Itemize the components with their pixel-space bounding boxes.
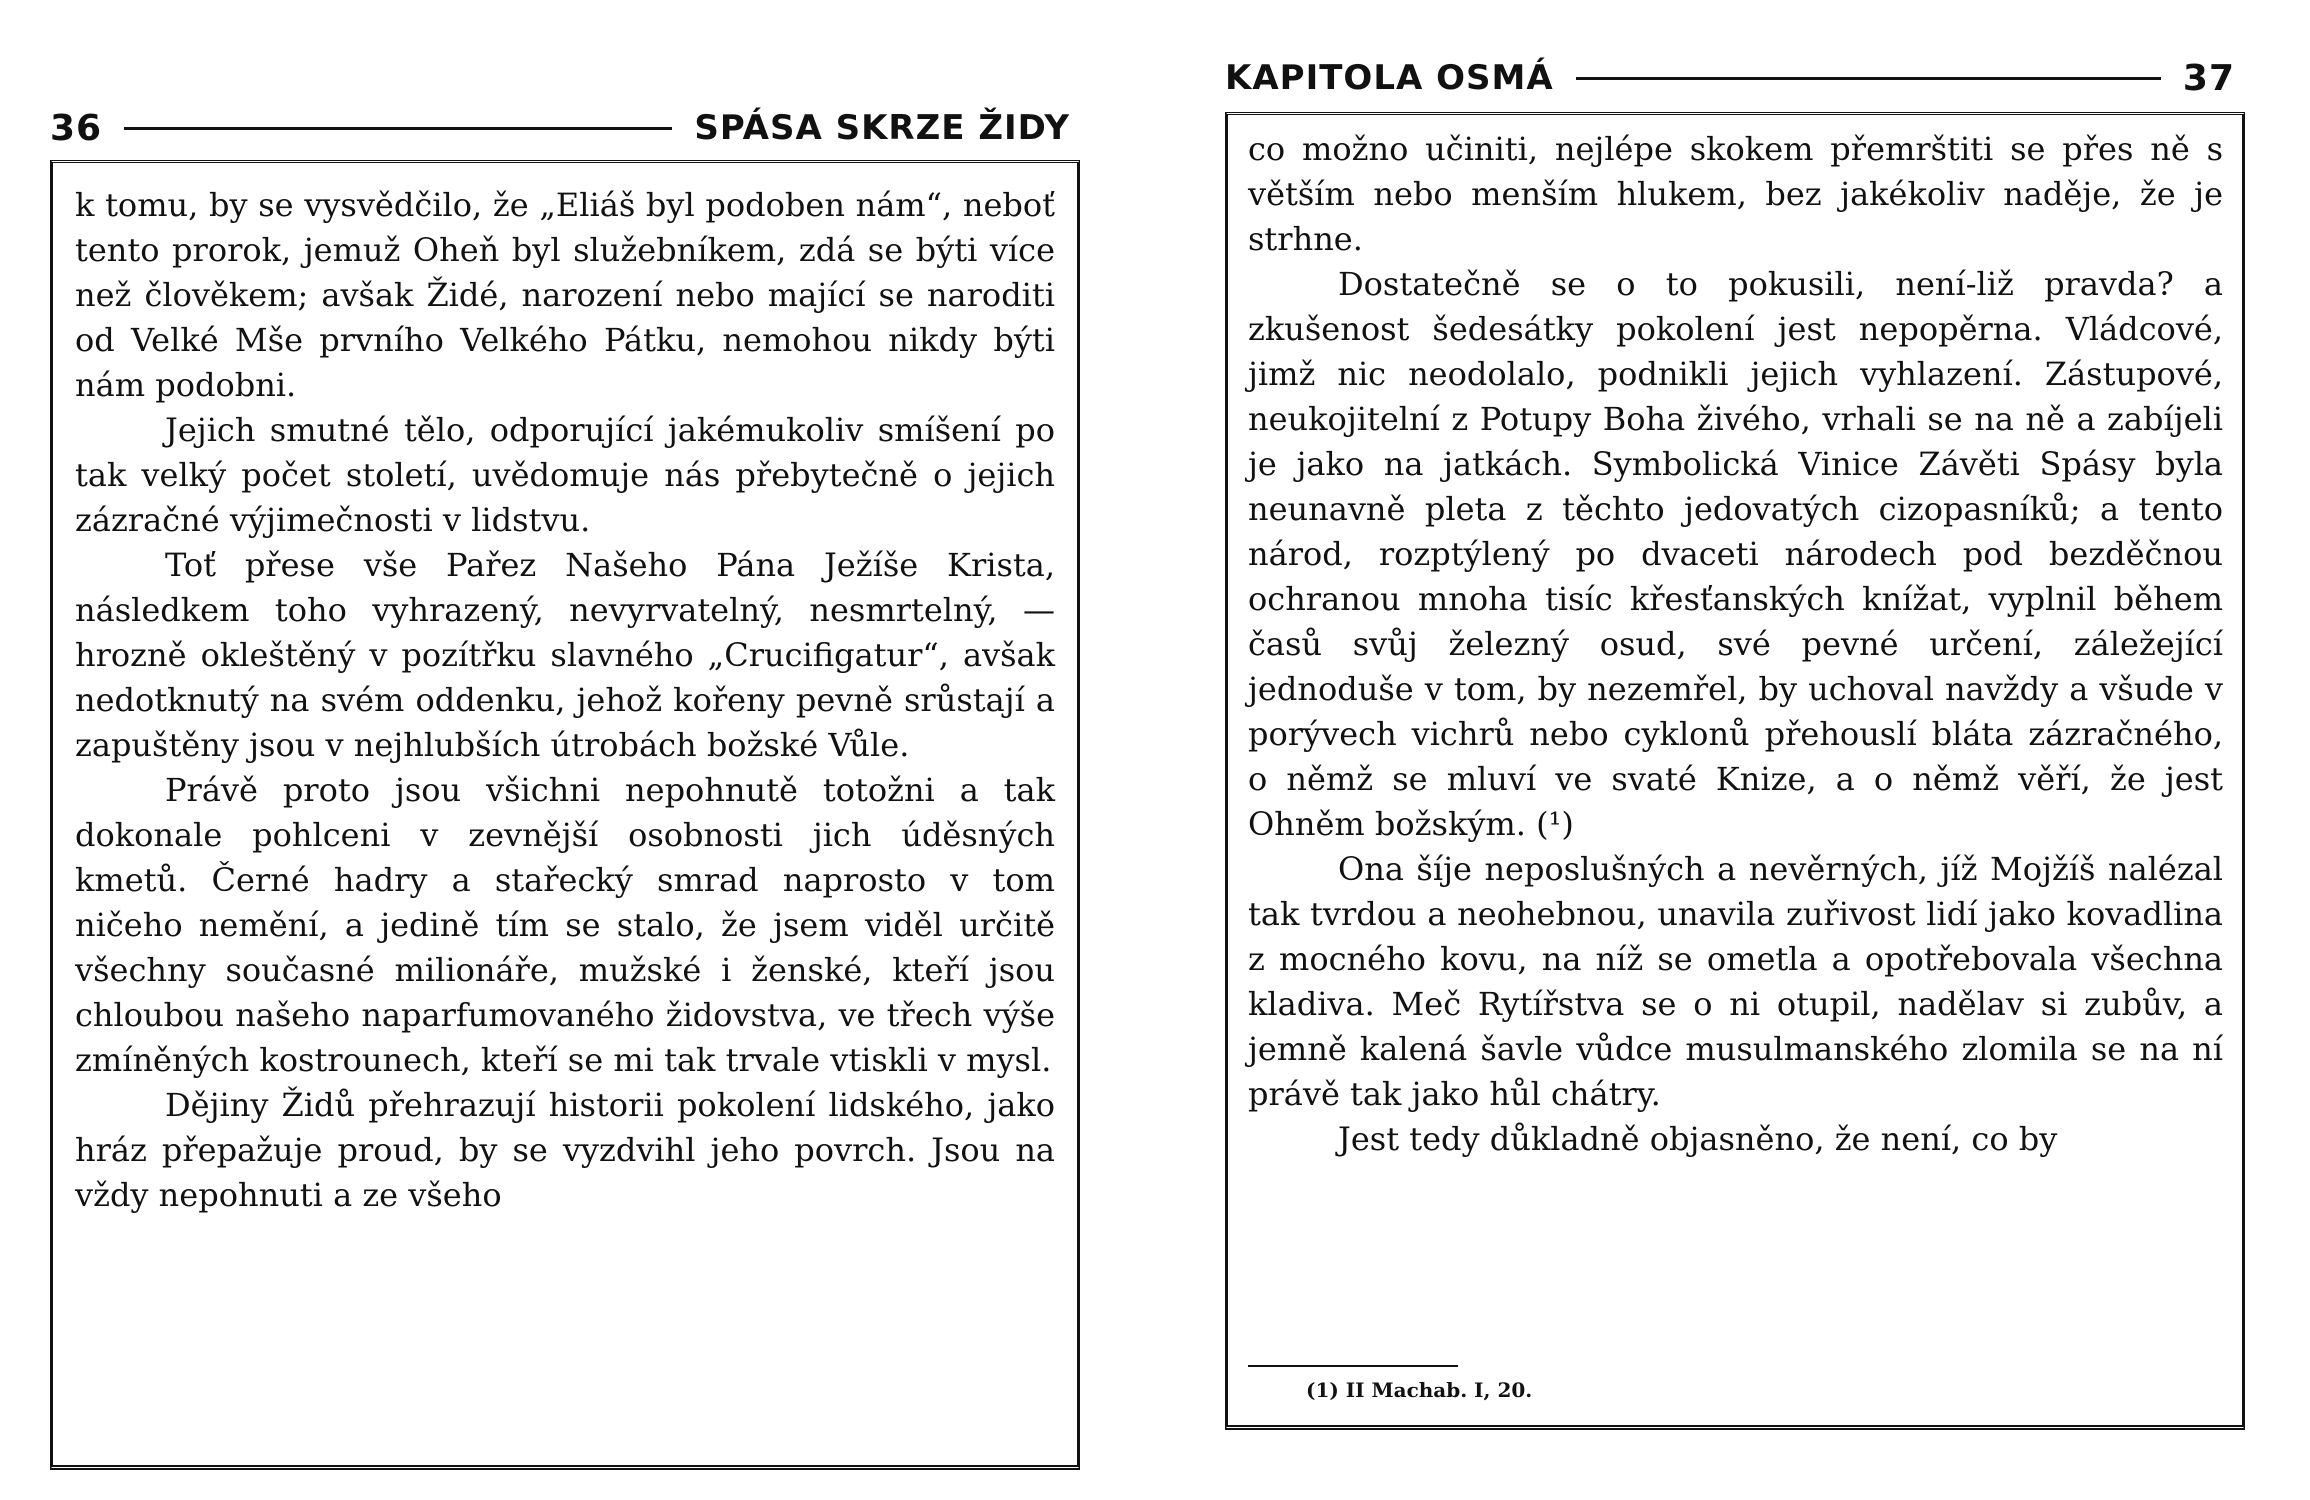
paragraph: Jejich smutné tělo, odporující jakémukoliv smíšení po tak velký počet století, uvědomuje nás přebytečně o jejich zázračné výjimečnosti v lidstvu. [75,411,1055,539]
page-number: 37 [2182,57,2235,99]
footnote-rule [1248,1365,1458,1367]
paragraph: Dostatečně se o to pokusili, není-liž pravda? a zkušenost šedesátky pokolení jest nepopěrna. Vládcové, jimž nic neodolalo, podnikli jejich vyhlazení. Zástupové, neukojitelní z Potupy Boha živého, vrhali se na ně a zabíjeli je jako na jatkách. Symbolická Vinice Závěti Spásy byla neunavně pleta z těchto jedovatých cizopasníků; a tento národ, rozptýlený po dvaceti národech pod bezděčnou ochranou mnoha tisíc křesťanských knížat, vyplnil během časů svůj železný osud, své pevné určení, záležející jednoduše v tom, by nezemřel, by uchoval navždy a všude v porývech vichrů nebo cyklonů přehouslí bláta zázračného, o němž se mluví ve svaté Knize, a o němž věří, že jest Ohněm božským. (¹) [1248,265,2223,843]
running-head [1225,52,2235,104]
paragraph: Jest tedy důkladně objasněno, že není, co by [1338,1120,2058,1158]
page-number: 36 [50,107,103,149]
header-rule [1576,77,2161,80]
paragraph: Toť přese vše Pařez Našeho Pána Ježíše Krista, následkem toho vyhrazený, nevyrvatelný, nesmrtelný, — hrozně okleštěný v pozítřku slavného „Crucifigatur“, avšak nedotknutý na svém oddenku, jehož kořeny pevně srůstají a zapuštěny jsou v nejhlubších útrobách božské Vůle. [75,546,1055,764]
paragraph: Dějiny Židů přehrazují historii pokolení lidského, jako hráz přepažuje proud, by se vyzdvihl jeho povrch. Jsou na vždy nepohnuti a ze všeho [75,1086,1055,1214]
paragraph: k tomu, by se vysvědčilo, že „Eliáš byl podoben nám“, neboť tento prorok, jemuž Oheň byl služebníkem, zdá se býti více než člověkem; avšak Židé, narození nebo mající se naroditi od Velké Mše prvního Velkého Pátku, nemohou nikdy býti nám podobni. [75,186,1055,404]
paragraph: co možno učiniti, nejlépe skokem přemrštiti se přes ně s větším nebo menším hlukem, bez jakékoliv naděje, že je strhne. [1248,130,2223,258]
right-page [1155,0,2310,1500]
paragraph: Ona šíje neposlušných a nevěrných, jíž Mojžíš nalézal tak tvrdou a neohebnou, unavila zuřivost lidí jako kovadlina z mocného kovu, na níž se ometla a opotřebovala všechna kladiva. Meč Rytířstva se o ni otupil, nadělav si zubův, a jemně kalená šavle vůdce musulmanského zlomila se na ní právě tak jako hůl chátry. [1248,850,2223,1113]
text-frame [50,160,1080,1470]
running-title: SPÁSA SKRZE ŽIDY [694,108,1070,148]
running-head [50,102,1070,154]
body-text [1248,127,2223,1162]
text-frame [1225,112,2245,1430]
footnote: (1) II Machab. I, 20. [1306,1378,1533,1402]
body-text [75,183,1055,1218]
header-rule [124,127,672,130]
paragraph: Právě proto jsou všichni nepohnutě totožni a tak dokonale pohlceni v zevnější osobnosti jich úděsných kmetů. Černé hadry a stařecký smrad naprosto v tom ničeho nemění, a jedině tím se stalo, že jsem viděl určitě všechny současné milionáře, mužské i ženské, kteří jsou chloubou našeho naparfumovaného židovstva, ve třech výše zmíněných kostrounech, kteří se mi tak trvale vtiskli v mysl. [75,771,1055,1079]
running-title: KAPITOLA OSMÁ [1225,58,1554,98]
